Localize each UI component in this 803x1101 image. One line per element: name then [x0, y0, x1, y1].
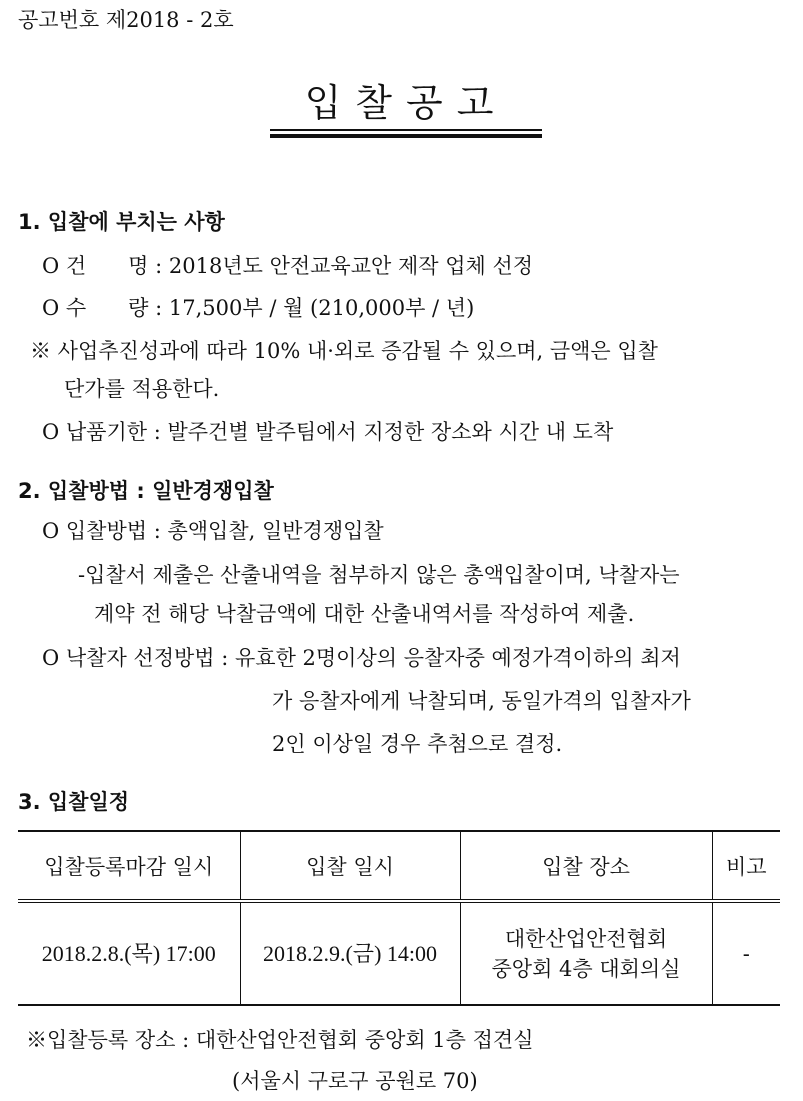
- section2-heading: 2. 입찰방법 : 일반경쟁입찰: [18, 479, 274, 503]
- winner-selection-line3: 2인 이상일 경우 추첨으로 결정.: [272, 732, 563, 756]
- bid-datetime-cell: 2018.2.9.(금) 14:00: [240, 901, 460, 1005]
- winner-selection-line1: O 낙찰자 선정방법 : 유효한 2명이상의 응찰자중 예정가격이하의 최저: [42, 646, 681, 670]
- bid-method-detail-line2: 계약 전 해당 낙찰금액에 대한 산출내역서를 작성하여 제출.: [94, 602, 635, 626]
- bid-method: O 입찰방법 : 총액입찰, 일반경쟁입찰: [42, 519, 384, 543]
- registration-deadline-cell: 2018.2.8.(목) 17:00: [18, 901, 240, 1005]
- section3-heading: 3. 입찰일정: [18, 790, 130, 814]
- title-underline: [270, 129, 542, 131]
- header-bid-datetime: 입찰 일시: [240, 831, 460, 901]
- registration-address: (서울시 구로구 공원로 70): [232, 1069, 478, 1093]
- quantity-note-line1: ※ 사업추진성과에 따라 10% 내·외로 증감될 수 있으며, 금액은 입찰: [30, 339, 658, 363]
- table-header-row: [18, 831, 780, 901]
- notice-number: 공고번호 제2018 - 2호: [18, 8, 234, 32]
- table-row: [18, 901, 780, 1005]
- quantity-note-line2: 단가를 적용한다.: [64, 377, 220, 401]
- bid-method-detail-line1: -입찰서 제출은 산출내역을 첨부하지 않은 총액입찰이며, 낙찰자는: [78, 563, 680, 587]
- schedule-table: [18, 830, 780, 1006]
- registration-place: ※입찰등록 장소 : 대한산업안전협회 중앙회 1층 접견실: [26, 1028, 534, 1052]
- header-bid-place: 입찰 장소: [460, 831, 712, 901]
- bid-place-line2: 중앙회 4층 대회의실: [491, 956, 681, 981]
- page-title: 입찰공고: [304, 81, 508, 125]
- item-name: O 건 명 : 2018년도 안전교육교안 제작 업체 선정: [42, 254, 534, 278]
- quantity: O 수 량 : 17,500부 / 월 (210,000부 / 년): [42, 296, 475, 320]
- delivery-deadline: O 납품기한 : 발주건별 발주팀에서 지정한 장소와 시간 내 도착: [42, 420, 614, 444]
- title-underline-thick: [270, 134, 542, 138]
- section1-heading: 1. 입찰에 부치는 사항: [18, 210, 225, 234]
- winner-selection-line2: 가 응찰자에게 낙찰되며, 동일가격의 입찰자가: [272, 689, 691, 713]
- remarks-cell: -: [712, 901, 780, 1005]
- bid-place-cell: [460, 901, 712, 1005]
- header-remarks: 비고: [712, 831, 780, 901]
- bid-place-line1: 대한산업안전협회: [504, 926, 668, 951]
- header-registration-deadline: 입찰등록마감 일시: [18, 831, 240, 901]
